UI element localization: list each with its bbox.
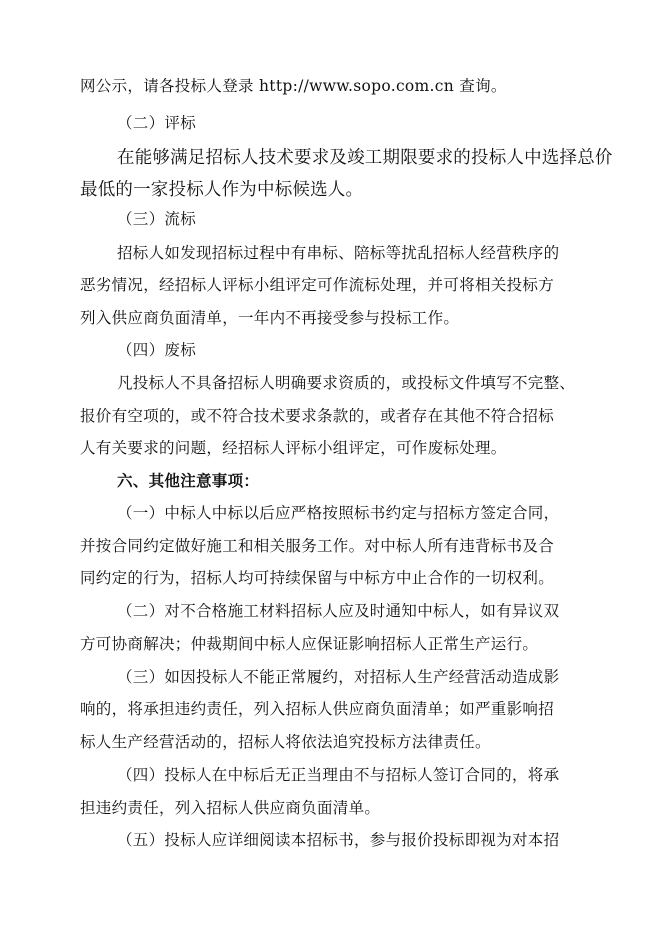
section-heading: （二）评标 [117, 114, 197, 132]
text-line: 报价有空项的，或不符合技术要求条款的，或者存在其他不符合招标 [80, 407, 555, 425]
text-line: 列入供应商负面清单，一年内不再接受参与投标工作。 [80, 309, 460, 327]
text-line: （四）投标人在中标后无正当理由不与招标人签订合同的，将承 [117, 766, 560, 784]
text-line: 标人生产经营活动的，招标人将依法追究投标方法律责任。 [80, 733, 491, 751]
text-line: 并按合同约定做好施工和相关服务工作。对中标人所有违背标书及合 [80, 537, 555, 555]
text-line: （二）对不合格施工材料招标人应及时通知中标人，如有异议双 [117, 602, 560, 620]
section-heading: （四）废标 [117, 341, 197, 359]
text-line: 方可协商解决；仲裁期间中标人应保证影响招标人正常生产运行。 [80, 635, 539, 653]
section-title: 六、其他注意事项： [117, 471, 260, 490]
text-line: 响的，将承担违约责任，列入招标人供应商负面清单；如严重影响招 [80, 700, 555, 718]
text-line: 招标人如发现招标过程中有串标、陪标等扰乱招标人经营秩序的 [117, 244, 560, 262]
text-line: 同约定的行为，招标人均可持续保留与中标方中止合作的一切权利。 [80, 569, 555, 587]
text-line: （三）如因投标人不能正常履约，对招标人生产经营活动造成影 [117, 668, 560, 686]
text-line: 网公示，请各投标人登录 http://www.sopo.com.cn 查询。 [80, 77, 507, 95]
text-line: 担违约责任，列入招标人供应商负面清单。 [80, 799, 381, 817]
text-line: （一）中标人中标以后应严格按照标书约定与招标方签定合同， [117, 504, 560, 522]
section-heading: （三）流标 [117, 210, 197, 228]
text-line: （五）投标人应详细阅读本招标书，参与报价投标即视为对本招 [117, 831, 560, 849]
text-line: 在能够满足招标人技术要求及竣工期限要求的投标人中选择总价 [117, 148, 613, 168]
text-line: 最低的一家投标人作为中标候选人。 [80, 180, 364, 200]
text-line: 恶劣情况，经招标人评标小组评定可作流标处理，并可将相关投标方 [80, 276, 555, 294]
text-line: 凡投标人不具备招标人明确要求资质的，或投标文件填写不完整、 [117, 374, 576, 392]
text-line: 人有关要求的问题，经招标人评标小组评定，可作废标处理。 [80, 439, 507, 457]
